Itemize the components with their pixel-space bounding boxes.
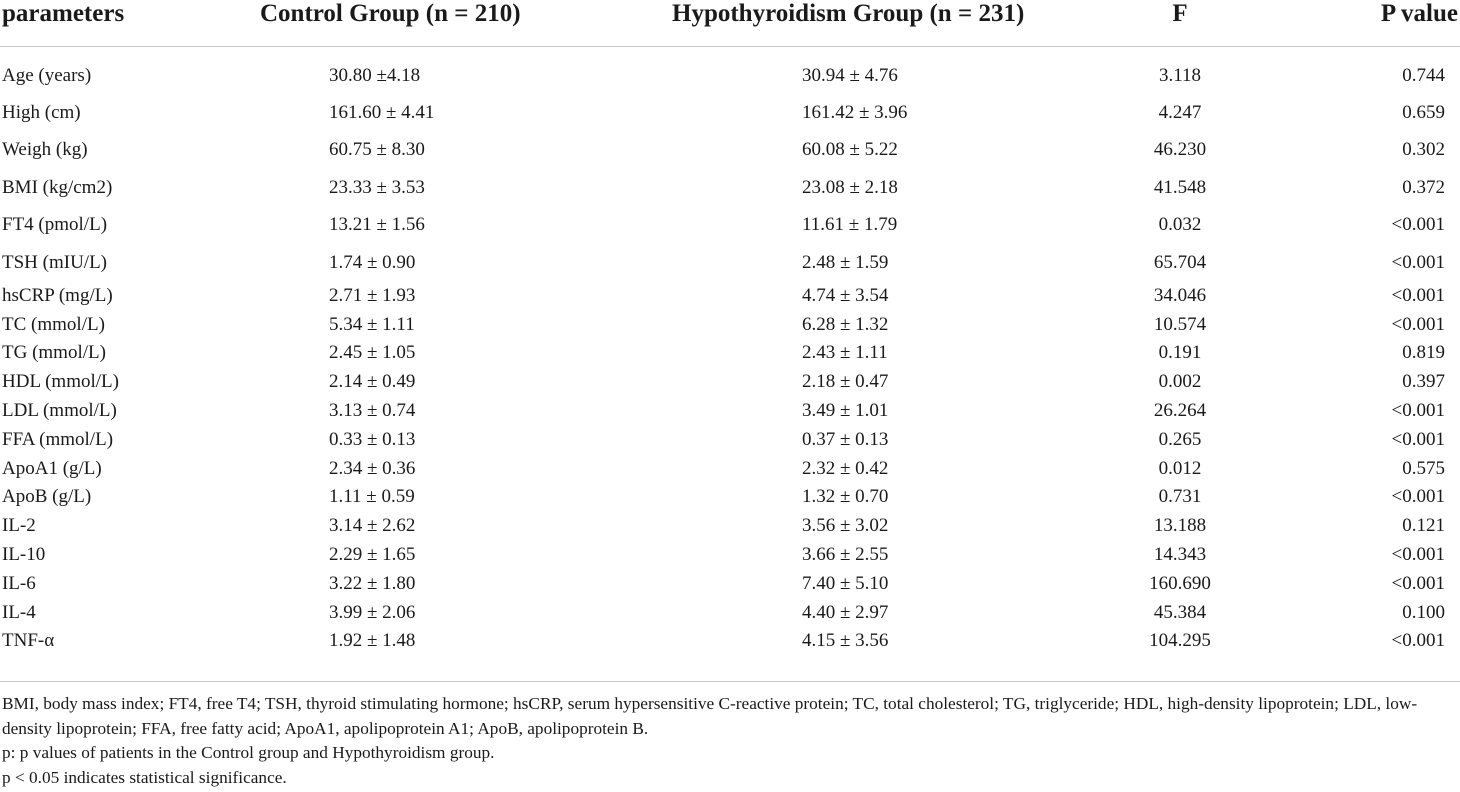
table-row [0, 368, 1460, 397]
table-row [0, 569, 1460, 598]
cell-p-value: <0.001 [1391, 284, 1445, 306]
header-control-group: Control Group (n = 210) [240, 0, 550, 47]
cell-control: 2.34 ± 0.36 [329, 457, 416, 479]
cell-p-value: <0.001 [1391, 400, 1445, 422]
cell-hypothyroidism: 1.32 ± 0.70 [802, 486, 889, 508]
cell-hypothyroidism: 4.15 ± 3.56 [802, 630, 889, 652]
cell-parameter: ApoB (g/L) [2, 486, 92, 508]
table-row [0, 339, 1460, 368]
table-body [0, 47, 1460, 656]
cell-p-value: 0.397 [1402, 371, 1445, 393]
cell-hypothyroidism: 11.61 ± 1.79 [802, 214, 898, 236]
cell-f: 34.046 [1153, 284, 1207, 306]
cell-control: 0.33 ± 0.13 [329, 428, 416, 450]
cell-parameter: Age (years) [2, 64, 92, 86]
cell-control: 2.29 ± 1.65 [329, 544, 416, 566]
cell-parameter: TNF-α [2, 630, 55, 652]
cell-control: 3.22 ± 1.80 [329, 572, 416, 594]
cell-hypothyroidism: 2.43 ± 1.11 [802, 342, 888, 364]
cell-p-value: 0.819 [1402, 342, 1445, 364]
cell-hypothyroidism: 30.94 ± 4.76 [802, 64, 898, 86]
cell-parameter: TC (mmol/L) [2, 313, 105, 335]
cell-f: 0.012 [1158, 457, 1202, 479]
table-header [0, 0, 1460, 47]
cell-control: 23.33 ± 3.53 [329, 176, 425, 198]
table-row [0, 425, 1460, 454]
cell-p-value: <0.001 [1391, 572, 1445, 594]
table-row [0, 541, 1460, 570]
cell-p-value: <0.001 [1391, 630, 1445, 652]
cell-p-value: 0.372 [1402, 176, 1445, 198]
cell-p-value: 0.100 [1402, 601, 1445, 623]
cell-hypothyroidism: 4.40 ± 2.97 [802, 601, 889, 623]
cell-parameter: ApoA1 (g/L) [2, 457, 102, 479]
table-row [0, 94, 1460, 132]
cell-p-value: <0.001 [1391, 428, 1445, 450]
table-bottom-rule [0, 681, 1460, 682]
table-row [0, 207, 1460, 245]
footnote-abbreviations: BMI, body mass index; FT4, free T4; TSH, thyroid stimulating hormone; hsCRP, serum hypersensitive C-reactive protein; TC, total cholesterol; TG, triglyceride; HDL, high-density lipoprotein; LDL, low-density lipoprotein; FFA, free fatty acid; ApoA1, apolipoprotein A1; ApoB, apolipoprotein B. [2, 694, 1418, 738]
cell-parameter: High (cm) [2, 101, 81, 123]
cell-control: 3.14 ± 2.62 [329, 515, 416, 537]
cell-parameter: IL-2 [2, 515, 36, 537]
table-row [0, 512, 1460, 541]
cell-hypothyroidism: 2.18 ± 0.47 [802, 371, 889, 393]
cell-hypothyroidism: 0.37 ± 0.13 [802, 428, 889, 450]
table-footnotes [2, 692, 1458, 790]
table-row [0, 310, 1460, 339]
cell-control: 1.11 ± 0.59 [329, 486, 415, 508]
cell-f: 0.191 [1158, 342, 1202, 364]
cell-f: 3.118 [1158, 64, 1202, 86]
cell-f: 26.264 [1153, 400, 1207, 422]
cell-f: 104.295 [1149, 630, 1211, 652]
header-f: F [1070, 0, 1290, 47]
cell-hypothyroidism: 4.74 ± 3.54 [802, 284, 889, 306]
cell-f: 4.247 [1158, 101, 1202, 123]
cell-hypothyroidism: 2.48 ± 1.59 [802, 251, 889, 273]
cell-parameter: TSH (mIU/L) [2, 251, 108, 273]
cell-f: 0.032 [1158, 214, 1202, 236]
table-row [0, 132, 1460, 170]
cell-hypothyroidism: 3.66 ± 2.55 [802, 544, 889, 566]
cell-control: 3.13 ± 0.74 [329, 400, 416, 422]
cell-parameter: FFA (mmol/L) [2, 428, 114, 450]
table-row [0, 483, 1460, 512]
table-row [0, 627, 1460, 656]
cell-p-value: 0.744 [1402, 64, 1445, 86]
cell-f: 46.230 [1153, 139, 1207, 161]
table-row [0, 397, 1460, 426]
cell-p-value: <0.001 [1391, 214, 1445, 236]
cell-f: 13.188 [1153, 515, 1207, 537]
cell-f: 160.690 [1149, 572, 1211, 594]
cell-parameter: IL-10 [2, 544, 46, 566]
cell-parameter: LDL (mmol/L) [2, 400, 117, 422]
cell-p-value: 0.659 [1402, 101, 1445, 123]
cell-control: 161.60 ± 4.41 [329, 101, 435, 123]
cell-p-value: <0.001 [1391, 313, 1445, 335]
cell-f: 0.731 [1158, 486, 1202, 508]
cell-control: 1.92 ± 1.48 [329, 630, 416, 652]
cell-parameter: FT4 (pmol/L) [2, 214, 108, 236]
header-hypothyroidism-group: Hypothyroidism Group (n = 231) [550, 0, 1070, 47]
cell-p-value: <0.001 [1391, 486, 1445, 508]
cell-control: 60.75 ± 8.30 [329, 139, 425, 161]
footnote-significance: p < 0.05 indicates statistical significance. [2, 767, 287, 787]
cell-parameter: IL-4 [2, 601, 36, 623]
table-row [0, 282, 1460, 311]
cell-control: 13.21 ± 1.56 [329, 214, 425, 236]
cell-hypothyroidism: 3.56 ± 3.02 [802, 515, 889, 537]
cell-hypothyroidism: 2.32 ± 0.42 [802, 457, 889, 479]
header-parameters: parameters [0, 0, 240, 47]
cell-f: 65.704 [1153, 251, 1207, 273]
cell-f: 0.002 [1158, 371, 1202, 393]
cell-hypothyroidism: 3.49 ± 1.01 [802, 400, 889, 422]
table-row [0, 47, 1460, 95]
cell-p-value: <0.001 [1391, 251, 1445, 273]
cell-p-value: 0.302 [1402, 139, 1445, 161]
cell-f: 41.548 [1153, 176, 1207, 198]
cell-hypothyroidism: 6.28 ± 1.32 [802, 313, 889, 335]
cell-p-value: <0.001 [1391, 544, 1445, 566]
cell-parameter: BMI (kg/cm2) [2, 176, 113, 198]
footnote-p-values: p: p values of patients in the Control group and Hypothyroidism group. [2, 743, 495, 762]
cell-f: 45.384 [1153, 601, 1207, 623]
cell-control: 2.14 ± 0.49 [329, 371, 416, 393]
table-row [0, 169, 1460, 207]
cell-control: 1.74 ± 0.90 [329, 251, 416, 273]
cell-f: 14.343 [1153, 544, 1207, 566]
cell-control: 5.34 ± 1.11 [329, 313, 415, 335]
cell-hypothyroidism: 161.42 ± 3.96 [802, 101, 908, 123]
cell-hypothyroidism: 60.08 ± 5.22 [802, 139, 898, 161]
table-row [0, 454, 1460, 483]
cell-parameter: HDL (mmol/L) [2, 371, 119, 393]
cell-p-value: 0.575 [1402, 457, 1445, 479]
cell-control: 3.99 ± 2.06 [329, 601, 416, 623]
cell-parameter: Weigh (kg) [2, 139, 88, 161]
table-row [0, 244, 1460, 282]
header-p-value: P value [1290, 0, 1460, 47]
cell-p-value: 0.121 [1402, 515, 1445, 537]
cell-control: 2.71 ± 1.93 [329, 284, 416, 306]
table-row [0, 598, 1460, 627]
cell-hypothyroidism: 23.08 ± 2.18 [802, 176, 898, 198]
cell-parameter: TG (mmol/L) [2, 342, 106, 364]
cell-control: 2.45 ± 1.05 [329, 342, 416, 364]
cell-hypothyroidism: 7.40 ± 5.10 [802, 572, 889, 594]
header-row [0, 0, 1460, 47]
cell-parameter: hsCRP (mg/L) [2, 284, 113, 306]
cell-f: 10.574 [1153, 313, 1207, 335]
cell-control: 30.80 ±4.18 [329, 64, 421, 86]
cell-parameter: IL-6 [2, 572, 36, 594]
cell-f: 0.265 [1158, 428, 1202, 450]
